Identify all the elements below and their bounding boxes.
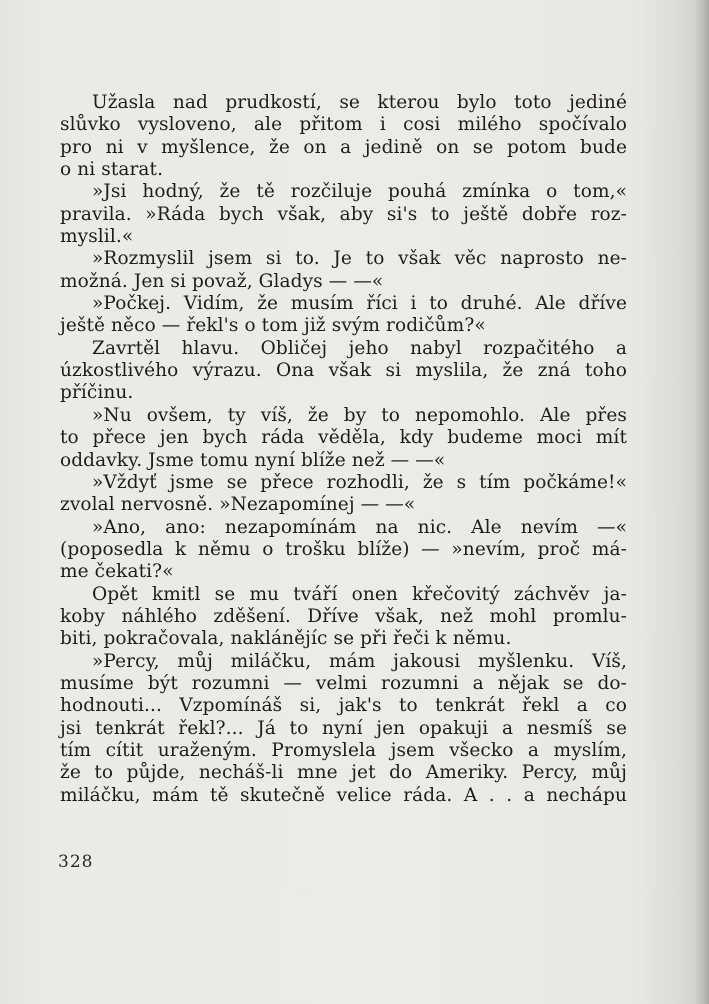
- text-line: možná. Jen si považ, Gladys — —«: [60, 270, 384, 292]
- text-line: (poposedla k němu o trošku blíže) — »nevím, proč má-: [60, 538, 627, 560]
- text-line: musíme být rozumni — velmi rozumni a nějak se do-: [60, 672, 627, 694]
- text-line: oddavky. Jsme tomu nyní blíže než — —«: [60, 449, 446, 471]
- text-line: příčinu.: [60, 382, 134, 404]
- text-line: »Rozmyslil jsem si to. Je to však věc naprosto ne-: [92, 248, 627, 270]
- text-line: »Ano, ano: nezapomínám na nic. Ale nevím —«: [92, 516, 627, 538]
- text-line: »Vždyť jsme se přece rozhodli, že s tím počkáme!«: [92, 471, 627, 493]
- text-line: že to půjde, necháš-li mne jet do Ameriky. Percy, můj: [60, 762, 627, 784]
- text-line: hodnouti... Vzpomínáš si, jak's to tenkrát řekl a co: [60, 695, 627, 717]
- page-number: 328: [58, 852, 94, 872]
- text-line: slůvko vysloveno, ale přitom i cosi milého spočívalo: [60, 114, 627, 136]
- text-line: jsi tenkrát řekl?... Já to nyní jen opakuji a nesmíš se: [60, 717, 627, 739]
- text-line: pro ni v myšlence, že on a jedině on se potom bude: [60, 136, 627, 158]
- text-line: »Nu ovšem, ty víš, že by to nepomohlo. Ale přes: [92, 404, 627, 426]
- text-line: zvolal nervosně. »Nezapomínej — —«: [60, 494, 416, 516]
- text-line: Zavrtěl hlavu. Obličej jeho nabyl rozpačitého a: [92, 337, 627, 359]
- text-line: »Jsi hodný, že tě rozčiluje pouhá zmínka o tom,«: [92, 181, 627, 203]
- text-line: o ni starat.: [60, 159, 164, 181]
- text-line: »Percy, můj miláčku, mám jakousi myšlenku. Víš,: [92, 650, 627, 672]
- text-line: koby náhlého zděšení. Dříve však, než mohl promlu-: [60, 605, 627, 627]
- text-line: tím cítit uraženým. Promyslela jsem všecko a myslím,: [60, 739, 627, 761]
- text-line: Užasla nad prudkostí, se kterou bylo toto jediné: [92, 92, 627, 113]
- text-line: myslil.«: [60, 226, 134, 248]
- text-line: me čekati?«: [60, 561, 174, 583]
- page-gutter-shadow: [695, 0, 709, 1004]
- text-line: pravila. »Ráda bych však, aby si's to ještě dobře roz-: [60, 203, 627, 225]
- text-line: to přece jen bych ráda věděla, kdy budeme moci mít: [60, 427, 627, 449]
- text-line: úzkostlivého výrazu. Ona však si myslila, že zná toho: [60, 360, 627, 382]
- body-text: [60, 92, 627, 807]
- text-line: »Počkej. Vidím, že musím říci i to druhé. Ale dříve: [92, 293, 627, 315]
- text-line: biti, pokračovala, naklánějíc se při řeči k němu.: [60, 628, 512, 650]
- text-line: Opět kmitl se mu tváří onen křečovitý záchvěv ja-: [92, 583, 627, 605]
- text-line: ještě něco — řekl's o tom již svým rodičům?«: [60, 315, 486, 337]
- text-line: miláčku, mám tě skutečně velice ráda. A . . a nechápu: [60, 784, 627, 806]
